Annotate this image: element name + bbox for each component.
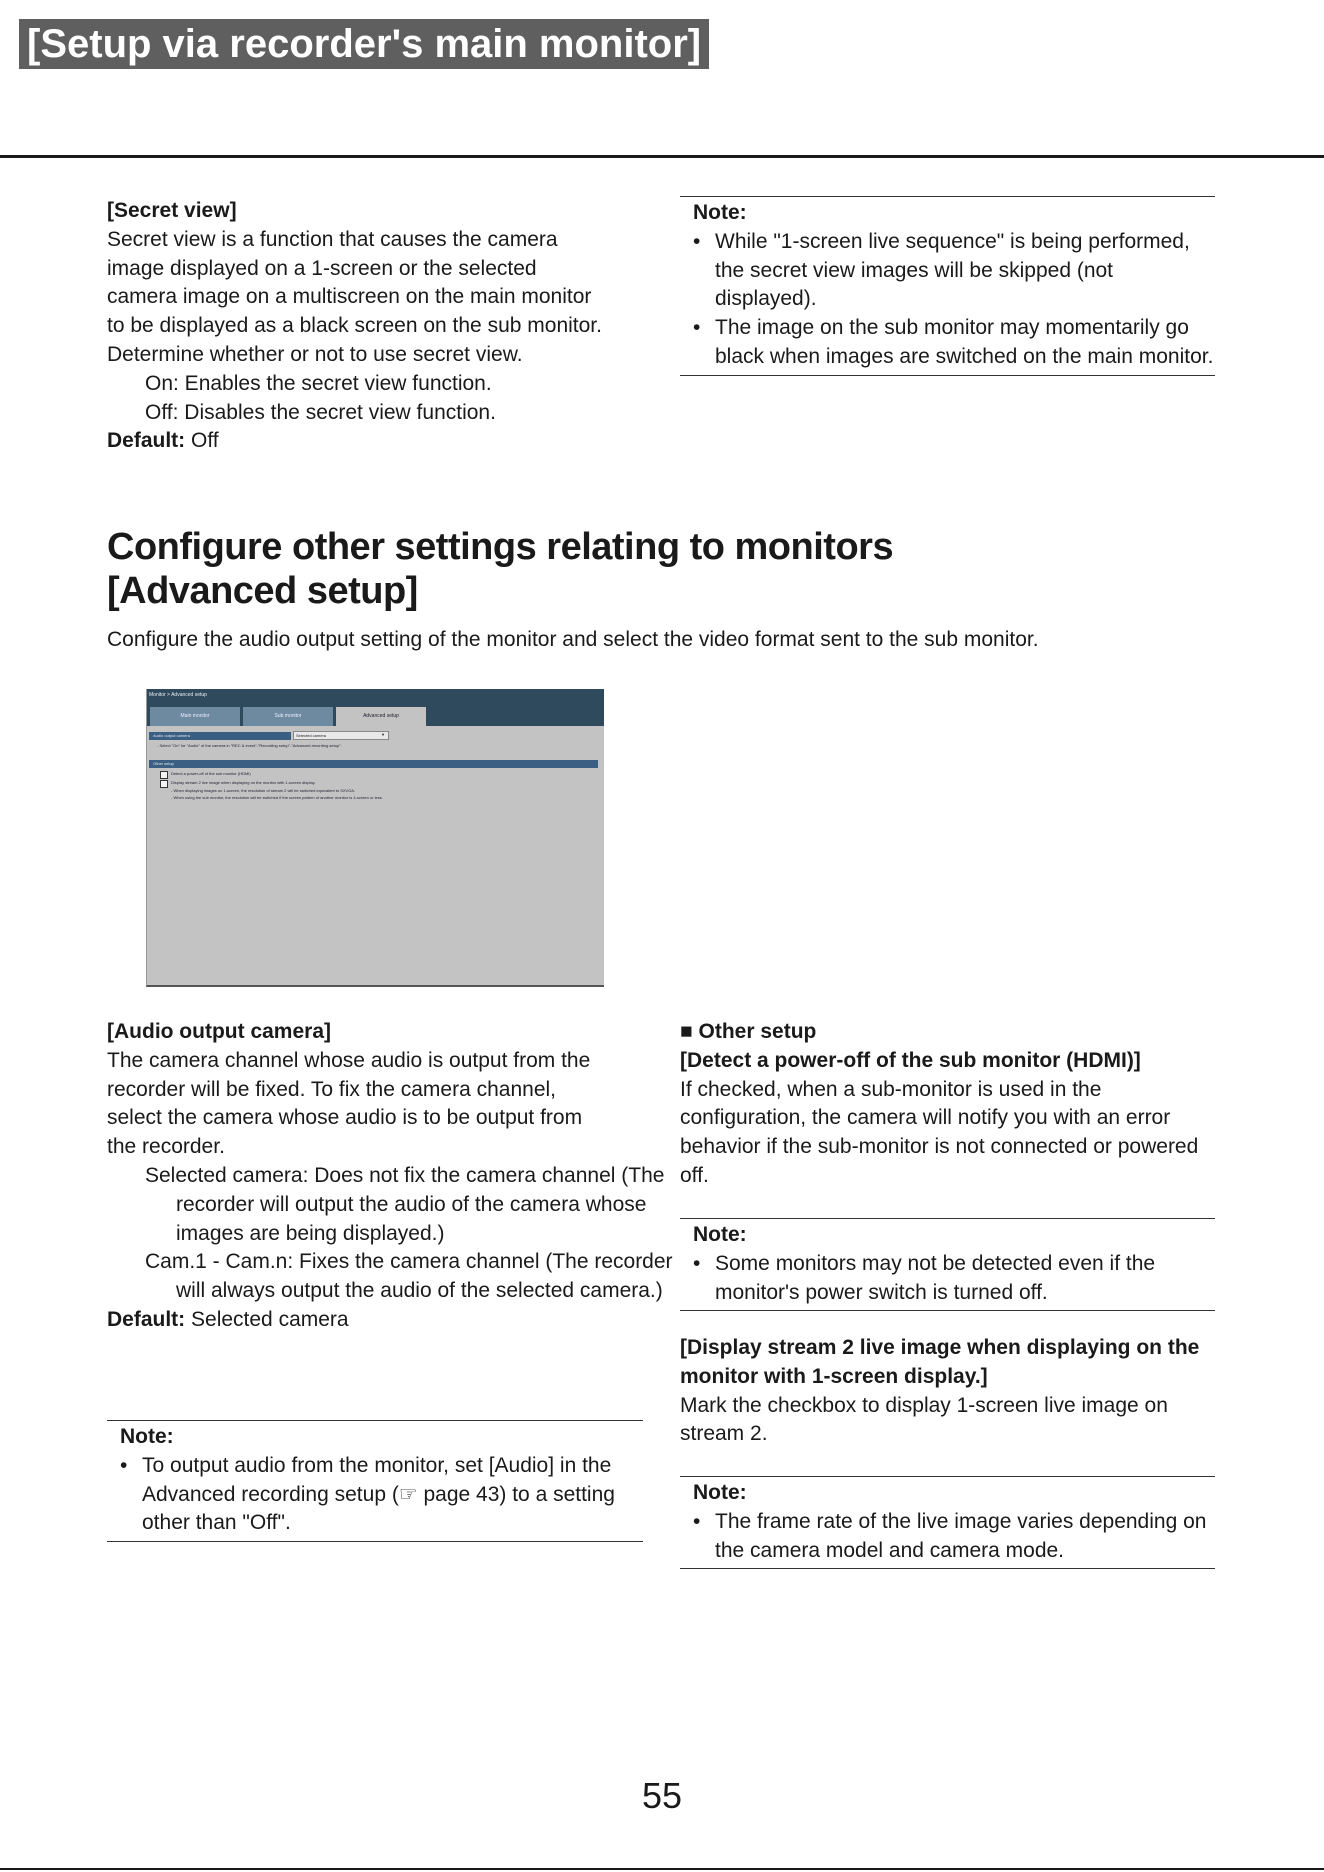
footer-divider	[0, 1868, 1324, 1870]
note-item: • Some monitors may not be detected even if the monitor's power switch is turned off.	[693, 1251, 1156, 1304]
screenshot-audio-hint: - Select "On" for "Audio" of the camera in "REC & event"-"Recording setup"-"Advanced recording setup".	[157, 743, 342, 748]
note-item: • The frame rate of the live image varies depending on the camera model and camera mode.	[693, 1509, 1207, 1562]
audio-output-line: The camera channel whose audio is output from the	[107, 1048, 591, 1072]
display-stream2-heading: [Display stream 2 live image when displaying on the monitor with 1-screen display.]	[680, 1336, 1200, 1388]
secret-view-option-off: Off: Disables the secret view function.	[145, 400, 496, 424]
bullet-icon: •	[693, 1251, 701, 1275]
note-item: • The image on the sub monitor may momentarily go black when images are switched on the main monitor.	[693, 316, 1214, 368]
section-title	[107, 525, 1207, 613]
detect-power-off-body: If checked, when a sub-monitor is used in the configuration, the camera will notify you with an error behavior if the sub-monitor is not connected or powered off.	[680, 1077, 1199, 1187]
display-stream2-section	[680, 1334, 1220, 1449]
other-setup-section	[680, 1018, 1220, 1191]
chevron-down-icon: ▼	[381, 732, 385, 737]
audio-output-line: recorder will be fixed. To fix the camera channel,	[107, 1077, 556, 1101]
audio-output-heading: [Audio output camera]	[107, 1020, 331, 1043]
section-intro: Configure the audio output setting of the monitor and select the video format sent to the sub monitor.	[107, 628, 1039, 651]
default-label: Default:	[107, 1307, 186, 1331]
page-header-title: [Setup via recorder's main monitor]	[19, 19, 709, 69]
screenshot-other-setup-label: Other setup	[153, 761, 174, 766]
screenshot-breadcrumb: Monitor > Advanced setup	[149, 692, 207, 698]
default-value: Off	[185, 429, 219, 453]
screenshot-checkbox	[160, 780, 168, 788]
bullet-icon: •	[120, 1453, 128, 1477]
secret-view-line: Secret view is a function that causes the camera	[107, 227, 558, 251]
screenshot-tab-sub-monitor: Sub monitor	[243, 707, 333, 726]
audio-output-line: select the camera whose audio is to be output from	[107, 1106, 583, 1130]
audio-output-option-cam: Cam.1 - Cam.n: Fixes the camera channel (The recorder will always output the audio of the selected camera.)	[145, 1250, 673, 1303]
bullet-icon: •	[693, 316, 701, 340]
note-title: Note:	[693, 1481, 747, 1504]
screenshot-other-setup-bar	[149, 760, 598, 768]
screenshot-audio-label: Audio output camera	[153, 733, 190, 738]
note-secret-view	[680, 196, 1215, 376]
display-stream2-body: Mark the checkbox to display 1-screen live image on stream 2.	[680, 1393, 1168, 1446]
other-setup-heading: ■ Other setup	[680, 1020, 817, 1043]
audio-output-line: the recorder.	[107, 1135, 225, 1159]
screenshot-check2-label: Display stream 2 live image when displaying on the monitor with 1-screen display.	[171, 780, 316, 785]
secret-view-line: image displayed on a 1-screen or the selected	[107, 256, 537, 280]
screenshot-tab-advanced-setup: Advanced setup	[336, 707, 426, 726]
note-audio-output	[107, 1420, 643, 1542]
screenshot-audio-select	[293, 731, 389, 740]
screenshot-tab-main-monitor: Main monitor	[150, 707, 240, 726]
secret-view-default	[107, 427, 647, 456]
header-divider	[0, 155, 1324, 158]
section-title-line1: Configure other settings relating to monitors	[107, 526, 894, 568]
default-value: Selected camera	[185, 1307, 349, 1331]
audio-output-default	[107, 1306, 647, 1335]
bullet-icon: •	[693, 1509, 701, 1533]
section-title-line2: [Advanced setup]	[107, 570, 418, 612]
secret-view-line: to be displayed as a black screen on the sub monitor.	[107, 314, 602, 338]
advanced-setup-screenshot	[146, 689, 604, 987]
audio-output-option-selected: Selected camera: Does not fix the camera channel (The recorder will output the audio of the camera whose images are being displayed.)	[145, 1163, 665, 1245]
note-title: Note:	[120, 1425, 174, 1448]
screenshot-audio-value: Selected camera	[296, 733, 327, 738]
bullet-icon: •	[693, 229, 701, 253]
default-label: Default:	[107, 429, 186, 453]
secret-view-option-on: On: Enables the secret view function.	[145, 371, 492, 395]
note-title: Note:	[693, 1223, 747, 1246]
secret-view-section	[107, 197, 647, 456]
screenshot-checkbox	[160, 771, 168, 779]
screenshot-hint: - When displaying images on 1-screen, the resolution of stream 2 will be switched equivalent to SXVGA.	[171, 788, 356, 793]
screenshot-check1-label: Detect a power-off of the sub monitor (HDMI)	[171, 771, 251, 776]
secret-view-heading: [Secret view]	[107, 199, 237, 222]
note-item: • While "1-screen live sequence" is being performed, the secret view images will be skipped (not displayed).	[693, 229, 1190, 311]
secret-view-line: camera image on a multiscreen on the main monitor	[107, 285, 592, 309]
note-item: • To output audio from the monitor, set [Audio] in the Advanced recording setup (☞ page 43) to a setting other than "Off".	[120, 1453, 615, 1535]
note-title: Note:	[693, 201, 747, 224]
note-display-stream2	[680, 1476, 1215, 1569]
page-number: 55	[641, 1775, 683, 1816]
note-detect-power-off	[680, 1218, 1215, 1311]
secret-view-line: Determine whether or not to use secret view.	[107, 342, 523, 366]
detect-power-off-heading: [Detect a power-off of the sub monitor (HDMI)]	[680, 1048, 1141, 1072]
screenshot-hint: - When using the sub monitor, the resolution will be switched if the screen pattern of another monitor is 4-screen or less.	[171, 795, 383, 800]
audio-output-section	[107, 1018, 673, 1335]
